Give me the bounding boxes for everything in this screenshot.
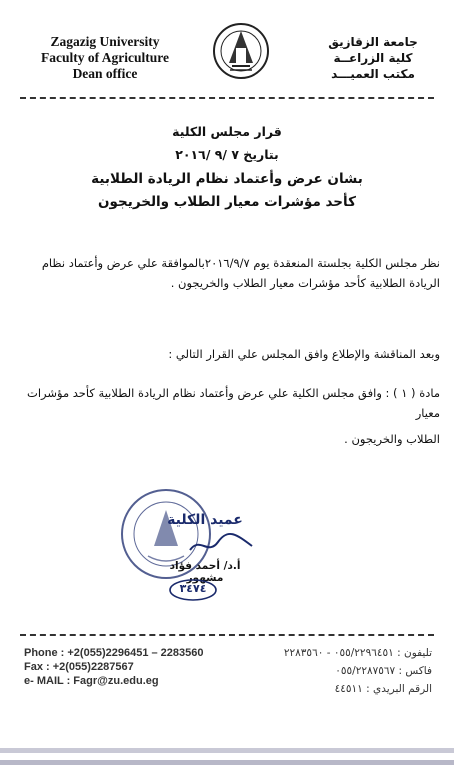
paragraph-2: وبعد المناقشة والإطلاع وافق المجلس علي القرار التالي : — [168, 347, 440, 361]
paragraph-1-line-2: الريادة الطلابية كأحد مؤشرات معيار الطلاب والخريجون . — [170, 276, 440, 290]
footer-postal-ar: الرقم البريدي : ٤٤٥١١ — [334, 683, 432, 695]
footer-phone-en: Phone : +2(055)2296451 – 2283560 — [24, 647, 204, 659]
handwritten-signature — [186, 532, 256, 558]
header-divider — [20, 97, 434, 99]
faculty-name-en: Faculty of Agriculture — [41, 50, 169, 65]
footer-email-en: e- MAIL : Fagr@zu.edu.eg — [24, 675, 159, 687]
decree-subject-2: كأحد مؤشرات معيار الطلاب والخريجون — [98, 194, 356, 210]
scan-edge-mark-bottom — [0, 760, 454, 765]
reference-number — [168, 578, 218, 602]
reference-number-text: ٣٤٧٤ — [179, 582, 207, 595]
dean-name: أ.د/ أحمد فؤاد مشهور — [169, 560, 241, 584]
footer-fax-ar: فاكس : ٠٥٥/٢٢٨٧٥٦٧ — [335, 665, 432, 677]
header-ar — [318, 34, 428, 82]
paragraph-3-line-2: الطلاب والخريجون . — [344, 432, 440, 446]
footer-fax-en: Fax : +2(055)2287567 — [24, 661, 134, 673]
header-en — [20, 34, 190, 82]
scan-edge-mark — [0, 748, 454, 753]
university-name-en: Zagazig University — [50, 34, 160, 49]
paragraph-3 — [16, 383, 440, 449]
footer-ar — [232, 644, 432, 698]
decree-subject-1: بشان عرض وأعتماد نظام الريادة الطلابية — [91, 171, 363, 187]
paragraph-3-line-1: مادة ( ١ ) : وافق مجلس الكلية علي عرض وأعتماد نظام الريادة الطلابية كأحد مؤشرات معيار — [27, 386, 440, 420]
faculty-name-ar: كلية الزراعــة — [333, 51, 413, 65]
paragraph-1-line-1: نظر مجلس الكلية بجلستة المنعقدة يوم ٢٠١٦/٩/٧بالموافقة علي عرض وأعتماد نظام — [41, 256, 440, 270]
university-logo — [212, 18, 270, 88]
office-name-ar: مكتب العميـــد — [331, 67, 415, 81]
decree-title: قرار مجلس الكلية — [172, 124, 282, 139]
dean-title-signature: عميد الكلية — [167, 512, 243, 528]
decree-date: بتاريخ ٧ /٩ /٢٠١٦ — [175, 147, 279, 162]
footer-phone-ar: تليفون : ٠٥٥/٢٢٩٦٤٥١ - ٢٢٨٣٥٦٠ — [283, 647, 432, 659]
paragraph-1 — [16, 253, 440, 293]
university-name-ar: جامعة الزقازيق — [328, 35, 418, 49]
footer-en — [24, 646, 204, 688]
footer-divider — [20, 634, 434, 636]
office-name-en: Dean office — [72, 66, 138, 81]
